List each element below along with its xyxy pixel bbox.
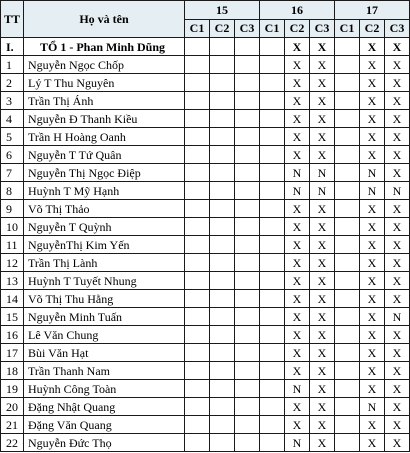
mark-cell: [235, 236, 260, 254]
row-number: I.: [1, 38, 24, 56]
mark-cell: [185, 92, 210, 110]
mark-cell: X: [385, 416, 410, 434]
mark-cell: [235, 182, 260, 200]
mark-cell: [210, 92, 235, 110]
mark-cell: X: [310, 236, 335, 254]
mark-cell: X: [310, 398, 335, 416]
mark-cell: [185, 182, 210, 200]
member-name: Nguyễn Đức Thọ: [24, 434, 185, 452]
mark-cell: [260, 362, 285, 380]
member-name: Lê Văn Chung: [24, 326, 185, 344]
mark-cell: X: [385, 380, 410, 398]
member-name: Trần Thị Lành: [24, 254, 185, 272]
member-name: Huỳnh T Tuyết Nhung: [24, 272, 185, 290]
mark-cell: [235, 146, 260, 164]
row-number: 18: [1, 362, 24, 380]
mark-cell: X: [385, 236, 410, 254]
mark-cell: X: [310, 254, 335, 272]
member-name: Trần H Hoàng Oanh: [24, 128, 185, 146]
mark-cell: [335, 110, 360, 128]
mark-cell: N: [310, 164, 335, 182]
row-number: 12: [1, 254, 24, 272]
mark-cell: [235, 272, 260, 290]
table-row: [1, 380, 410, 398]
row-number: 10: [1, 218, 24, 236]
mark-cell: [235, 56, 260, 74]
mark-cell: [235, 128, 260, 146]
mark-cell: X: [360, 38, 385, 56]
member-name: Nguyễn Thị Ngọc Điệp: [24, 164, 185, 182]
mark-cell: [185, 416, 210, 434]
mark-cell: [335, 92, 360, 110]
mark-cell: [210, 146, 235, 164]
mark-cell: X: [285, 38, 310, 56]
mark-cell: [260, 416, 285, 434]
mark-cell: [210, 434, 235, 452]
mark-cell: X: [310, 74, 335, 92]
mark-cell: [260, 344, 285, 362]
mark-cell: [235, 254, 260, 272]
mark-cell: X: [360, 416, 385, 434]
mark-cell: X: [310, 56, 335, 74]
mark-cell: [260, 308, 285, 326]
row-number: 13: [1, 272, 24, 290]
mark-cell: X: [360, 308, 385, 326]
mark-cell: [210, 254, 235, 272]
table-row: [1, 434, 410, 452]
header-col-c2: C2: [210, 19, 235, 38]
table-row: [1, 344, 410, 362]
mark-cell: [260, 290, 285, 308]
member-name: Nguyễn Đ Thanh Kiều: [24, 110, 185, 128]
mark-cell: X: [385, 56, 410, 74]
mark-cell: [335, 164, 360, 182]
mark-cell: [185, 164, 210, 182]
mark-cell: X: [285, 398, 310, 416]
group-title: TỔ 1 - Phan Minh Dũng: [24, 38, 185, 56]
mark-cell: N: [360, 164, 385, 182]
mark-cell: X: [310, 362, 335, 380]
group-row: [1, 38, 410, 56]
member-name: Lý T Thu Nguyên: [24, 74, 185, 92]
member-name: Võ Thị Thu Hằng: [24, 290, 185, 308]
mark-cell: X: [360, 362, 385, 380]
mark-cell: [210, 164, 235, 182]
mark-cell: [210, 416, 235, 434]
row-number: 6: [1, 146, 24, 164]
mark-cell: [260, 272, 285, 290]
mark-cell: X: [360, 146, 385, 164]
mark-cell: [210, 56, 235, 74]
member-name: NguyễnThị Kim Yến: [24, 236, 185, 254]
mark-cell: [185, 56, 210, 74]
row-number: 17: [1, 344, 24, 362]
mark-cell: X: [360, 200, 385, 218]
table-row: [1, 110, 410, 128]
mark-cell: [210, 272, 235, 290]
mark-cell: X: [385, 254, 410, 272]
mark-cell: X: [310, 218, 335, 236]
mark-cell: [335, 344, 360, 362]
mark-cell: X: [310, 308, 335, 326]
mark-cell: [210, 200, 235, 218]
mark-cell: X: [360, 290, 385, 308]
mark-cell: [260, 38, 285, 56]
mark-cell: X: [310, 380, 335, 398]
mark-cell: [210, 218, 235, 236]
header-session-16: 16: [260, 1, 335, 20]
row-number: 5: [1, 128, 24, 146]
header-row-sessions: [1, 1, 410, 20]
mark-cell: [260, 128, 285, 146]
mark-cell: [210, 362, 235, 380]
header-col-c1: C1: [335, 19, 360, 38]
mark-cell: [185, 236, 210, 254]
mark-cell: X: [285, 362, 310, 380]
mark-cell: X: [385, 128, 410, 146]
row-number: 16: [1, 326, 24, 344]
mark-cell: X: [310, 110, 335, 128]
row-number: 21: [1, 416, 24, 434]
mark-cell: [260, 200, 285, 218]
mark-cell: [260, 398, 285, 416]
mark-cell: [185, 74, 210, 92]
mark-cell: X: [310, 434, 335, 452]
mark-cell: X: [360, 380, 385, 398]
mark-cell: [335, 128, 360, 146]
mark-cell: [235, 200, 260, 218]
table-row: [1, 398, 410, 416]
mark-cell: X: [385, 272, 410, 290]
mark-cell: [335, 308, 360, 326]
mark-cell: [235, 434, 260, 452]
mark-cell: [185, 38, 210, 56]
mark-cell: X: [285, 146, 310, 164]
mark-cell: [185, 110, 210, 128]
mark-cell: [235, 110, 260, 128]
member-name: Đặng Nhật Quang: [24, 398, 185, 416]
mark-cell: N: [360, 182, 385, 200]
header-col-c3: C3: [310, 19, 335, 38]
header-name: Họ và tên: [24, 1, 185, 38]
mark-cell: X: [310, 92, 335, 110]
mark-cell: X: [310, 128, 335, 146]
mark-cell: [210, 398, 235, 416]
mark-cell: [235, 308, 260, 326]
mark-cell: X: [285, 272, 310, 290]
mark-cell: X: [310, 146, 335, 164]
mark-cell: [210, 110, 235, 128]
mark-cell: [235, 380, 260, 398]
mark-cell: [335, 254, 360, 272]
mark-cell: [335, 434, 360, 452]
mark-cell: X: [360, 218, 385, 236]
mark-cell: X: [360, 254, 385, 272]
mark-cell: [335, 398, 360, 416]
member-name: Huỳnh T Mỹ Hạnh: [24, 182, 185, 200]
mark-cell: N: [360, 398, 385, 416]
mark-cell: N: [310, 182, 335, 200]
mark-cell: [235, 290, 260, 308]
mark-cell: [260, 92, 285, 110]
mark-cell: X: [360, 74, 385, 92]
mark-cell: [185, 200, 210, 218]
mark-cell: [260, 74, 285, 92]
mark-cell: X: [385, 344, 410, 362]
table-row: [1, 254, 410, 272]
mark-cell: X: [285, 128, 310, 146]
mark-cell: X: [360, 236, 385, 254]
mark-cell: [335, 290, 360, 308]
mark-cell: [335, 146, 360, 164]
table-header: [1, 1, 410, 38]
mark-cell: [260, 254, 285, 272]
mark-cell: X: [310, 344, 335, 362]
mark-cell: X: [285, 416, 310, 434]
header-session-15: 15: [185, 1, 260, 20]
mark-cell: X: [360, 110, 385, 128]
mark-cell: [335, 56, 360, 74]
mark-cell: [260, 326, 285, 344]
row-number: 3: [1, 92, 24, 110]
mark-cell: [210, 74, 235, 92]
member-name: Nguyễn Minh Tuấn: [24, 308, 185, 326]
mark-cell: [235, 38, 260, 56]
mark-cell: [185, 434, 210, 452]
table-row: [1, 200, 410, 218]
table-row: [1, 362, 410, 380]
mark-cell: [235, 92, 260, 110]
row-number: 20: [1, 398, 24, 416]
mark-cell: [335, 38, 360, 56]
mark-cell: X: [385, 326, 410, 344]
mark-cell: X: [285, 218, 310, 236]
mark-cell: [235, 218, 260, 236]
mark-cell: [260, 434, 285, 452]
mark-cell: [335, 218, 360, 236]
mark-cell: X: [285, 290, 310, 308]
table-row: [1, 236, 410, 254]
mark-cell: [260, 146, 285, 164]
table-row: [1, 74, 410, 92]
mark-cell: [185, 128, 210, 146]
mark-cell: X: [385, 38, 410, 56]
member-name: Nguyễn T Quỳnh: [24, 218, 185, 236]
mark-cell: [335, 74, 360, 92]
mark-cell: X: [385, 200, 410, 218]
mark-cell: [335, 380, 360, 398]
mark-cell: X: [385, 434, 410, 452]
mark-cell: N: [385, 308, 410, 326]
mark-cell: X: [310, 272, 335, 290]
mark-cell: [335, 362, 360, 380]
mark-cell: [185, 308, 210, 326]
mark-cell: [235, 362, 260, 380]
member-name: Huỳnh Công Toàn: [24, 380, 185, 398]
mark-cell: [185, 290, 210, 308]
mark-cell: X: [385, 74, 410, 92]
mark-cell: N: [285, 182, 310, 200]
row-number: 22: [1, 434, 24, 452]
mark-cell: X: [385, 398, 410, 416]
mark-cell: X: [385, 164, 410, 182]
mark-cell: X: [285, 200, 310, 218]
mark-cell: [335, 182, 360, 200]
table-row: [1, 128, 410, 146]
mark-cell: X: [360, 128, 385, 146]
row-number: 4: [1, 110, 24, 128]
header-session-17: 17: [335, 1, 410, 20]
mark-cell: [185, 380, 210, 398]
row-number: 11: [1, 236, 24, 254]
mark-cell: [335, 326, 360, 344]
mark-cell: [235, 416, 260, 434]
mark-cell: [235, 164, 260, 182]
mark-cell: [335, 416, 360, 434]
mark-cell: [335, 272, 360, 290]
mark-cell: [260, 380, 285, 398]
mark-cell: X: [310, 200, 335, 218]
mark-cell: [260, 182, 285, 200]
table-body: [1, 38, 410, 452]
mark-cell: X: [360, 344, 385, 362]
mark-cell: X: [285, 254, 310, 272]
member-name: Nguyễn Ngọc Chốp: [24, 56, 185, 74]
table-row: [1, 326, 410, 344]
mark-cell: [260, 56, 285, 74]
member-name: Trần Thanh Nam: [24, 362, 185, 380]
mark-cell: [185, 326, 210, 344]
row-number: 2: [1, 74, 24, 92]
header-col-c1: C1: [185, 19, 210, 38]
mark-cell: X: [310, 290, 335, 308]
mark-cell: [210, 380, 235, 398]
mark-cell: [210, 326, 235, 344]
header-col-c3: C3: [385, 19, 410, 38]
mark-cell: [260, 110, 285, 128]
mark-cell: [210, 128, 235, 146]
mark-cell: X: [385, 110, 410, 128]
mark-cell: [335, 236, 360, 254]
mark-cell: [185, 218, 210, 236]
row-number: 15: [1, 308, 24, 326]
table-row: [1, 164, 410, 182]
mark-cell: [185, 254, 210, 272]
mark-cell: [210, 236, 235, 254]
mark-cell: X: [310, 326, 335, 344]
mark-cell: X: [285, 308, 310, 326]
member-name: Bùi Văn Hạt: [24, 344, 185, 362]
mark-cell: [185, 344, 210, 362]
mark-cell: [210, 308, 235, 326]
mark-cell: N: [285, 434, 310, 452]
table-row: [1, 146, 410, 164]
row-number: 7: [1, 164, 24, 182]
mark-cell: X: [360, 326, 385, 344]
mark-cell: X: [360, 92, 385, 110]
mark-cell: N: [285, 380, 310, 398]
mark-cell: X: [285, 92, 310, 110]
mark-cell: N: [385, 182, 410, 200]
mark-cell: X: [385, 362, 410, 380]
mark-cell: X: [285, 56, 310, 74]
mark-cell: X: [285, 236, 310, 254]
mark-cell: [185, 398, 210, 416]
row-number: 9: [1, 200, 24, 218]
mark-cell: [260, 236, 285, 254]
mark-cell: X: [285, 326, 310, 344]
row-number: 19: [1, 380, 24, 398]
mark-cell: [235, 398, 260, 416]
mark-cell: X: [310, 38, 335, 56]
mark-cell: [335, 200, 360, 218]
mark-cell: X: [285, 344, 310, 362]
header-col-c3: C3: [235, 19, 260, 38]
mark-cell: [260, 218, 285, 236]
table-row: [1, 308, 410, 326]
mark-cell: [210, 38, 235, 56]
member-name: Trần Thị Ánh: [24, 92, 185, 110]
mark-cell: X: [285, 110, 310, 128]
table-row: [1, 56, 410, 74]
member-name: Nguyễn T Tứ Quân: [24, 146, 185, 164]
table-row: [1, 182, 410, 200]
mark-cell: X: [360, 272, 385, 290]
mark-cell: X: [385, 290, 410, 308]
mark-cell: N: [285, 164, 310, 182]
mark-cell: [235, 344, 260, 362]
mark-cell: [185, 272, 210, 290]
mark-cell: [210, 182, 235, 200]
mark-cell: X: [385, 146, 410, 164]
table-row: [1, 272, 410, 290]
mark-cell: X: [310, 416, 335, 434]
member-name: Võ Thị Thảo: [24, 200, 185, 218]
mark-cell: X: [385, 92, 410, 110]
row-number: 8: [1, 182, 24, 200]
mark-cell: X: [360, 434, 385, 452]
header-col-c1: C1: [260, 19, 285, 38]
mark-cell: [185, 146, 210, 164]
mark-cell: [210, 290, 235, 308]
header-col-c2: C2: [360, 19, 385, 38]
mark-cell: [235, 74, 260, 92]
mark-cell: [185, 362, 210, 380]
row-number: 1: [1, 56, 24, 74]
header-col-c2: C2: [285, 19, 310, 38]
table-row: [1, 92, 410, 110]
table-row: [1, 218, 410, 236]
table-row: [1, 290, 410, 308]
table-row: [1, 416, 410, 434]
mark-cell: [210, 344, 235, 362]
mark-cell: X: [285, 74, 310, 92]
header-tt: TT: [1, 1, 24, 38]
member-name: Đặng Văn Quang: [24, 416, 185, 434]
mark-cell: X: [385, 218, 410, 236]
row-number: 14: [1, 290, 24, 308]
mark-cell: X: [360, 56, 385, 74]
mark-cell: [235, 326, 260, 344]
mark-cell: [260, 164, 285, 182]
